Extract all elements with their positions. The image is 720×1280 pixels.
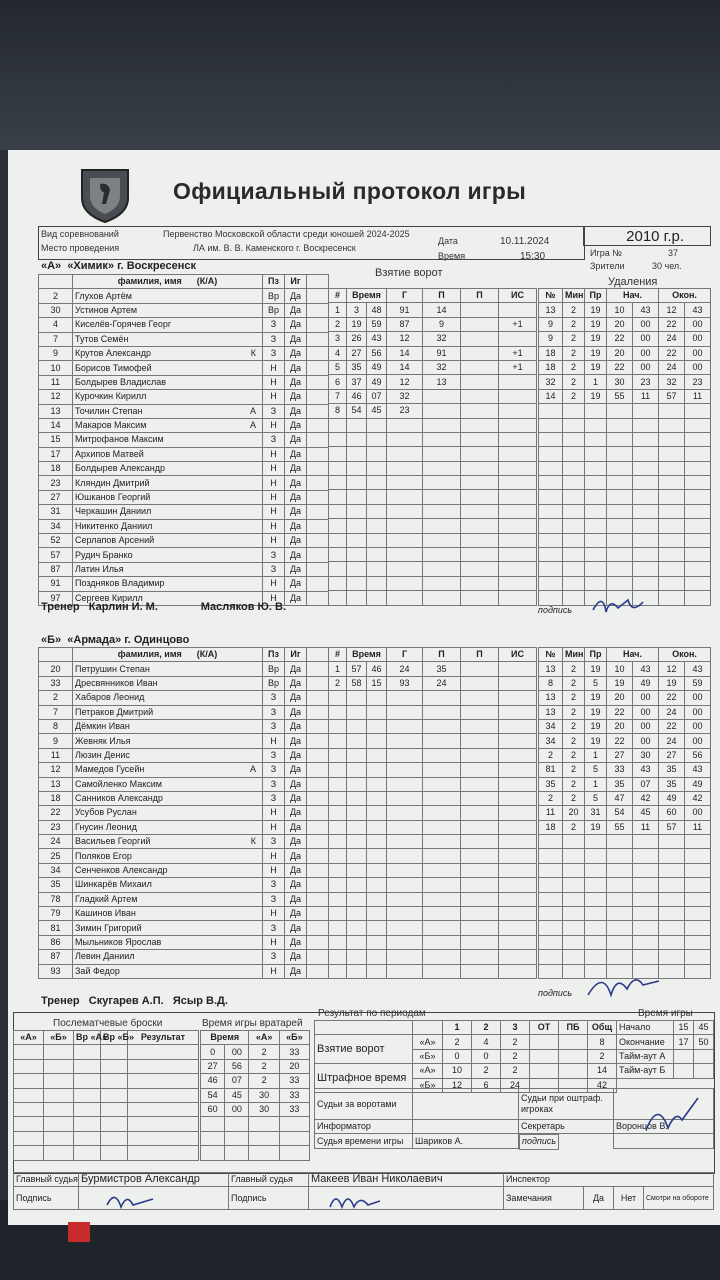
team-b-sign-label: подпись <box>538 988 573 998</box>
goal-row <box>329 964 537 978</box>
goal-row <box>329 835 537 849</box>
penalty-row <box>539 576 711 590</box>
penalty-row: 18 2 19 20 00 22 00 <box>539 346 711 360</box>
team-a-sign-label: подпись <box>538 605 573 615</box>
goal-row <box>329 447 537 461</box>
team-b-coach: Тренер Скугарев А.П. Ясыр В.Д. <box>41 995 228 1007</box>
penalty-row <box>539 533 711 547</box>
game-time-title: Время игры <box>638 1008 693 1019</box>
player-row: 9 Крутов Александр К З Да <box>39 346 329 360</box>
team-a-goals-table: # Время Г П П ИС 1 3 48 91 14 2 19 59 87 9 +1 3 26 43 12 32 4 27 56 14 91 +1 5 35 49 14 32 +1 6 37 49 12 13 7 46 07 32 8 54 45 23 <box>328 288 537 606</box>
player-row: 18 Санников Александр З Да <box>39 791 329 805</box>
player-row: 34 Сенченков Александр Н Да <box>39 863 329 877</box>
goal-row: 1 3 48 91 14 <box>329 303 537 317</box>
goal-row <box>329 576 537 590</box>
player-row: 12 Курочкин Кирилл Н Да <box>39 390 329 404</box>
player-row: 79 Кашинов Иван Н Да <box>39 907 329 921</box>
penalty-row <box>539 562 711 576</box>
date-label: Дата <box>438 236 458 246</box>
penalty-row: 9 2 19 22 00 24 00 <box>539 332 711 346</box>
goal-row <box>329 791 537 805</box>
team-b-penalties-table: № Мин Пр Нач. Окон. 13 2 19 10 43 12 43 8 2 5 19 49 19 59 13 2 19 20 00 22 00 13 2 19 22 00 24 00 34 2 19 20 00 22 00 34 2 19 22 00 24 00 2 2 1 27 30 27 56 81 2 5 33 43 35 43 35 2 1 35 07 35 49 2 2 5 47 42 49 42 11 20 31 54 45 60 00 18 2 19 55 11 57 11 <box>538 647 711 979</box>
player-row: 8 Дёмкин Иван З Да <box>39 719 329 733</box>
spectators-label: Зрители <box>590 261 625 271</box>
player-row: 7 Тутов Семён З Да <box>39 332 329 346</box>
penalty-row: 34 2 19 20 00 22 00 <box>539 719 711 733</box>
goal-row: 6 37 49 12 13 <box>329 375 537 389</box>
goal-row <box>329 519 537 533</box>
red-tab <box>68 1222 90 1242</box>
goal-row: 7 46 07 32 <box>329 389 537 403</box>
team-a-penalties-table: № Мин Пр Нач. Окон. 13 2 19 10 43 12 43 9 2 19 20 00 22 00 9 2 19 22 00 24 00 18 2 19 20 00 22 00 18 2 19 22 00 24 00 32 2 1 30 23 32 23 14 2 19 55 11 57 11 <box>538 288 711 606</box>
player-row: 87 Левин Даниил З Да <box>39 950 329 964</box>
federation-logo-icon <box>78 164 132 224</box>
team-a-name-header: фамилия, имя (К/А) <box>73 275 263 289</box>
penalty-row: 18 2 19 22 00 24 00 <box>539 360 711 374</box>
goal-row <box>329 476 537 490</box>
penalty-row: 13 2 19 10 43 12 43 <box>539 303 711 317</box>
player-row: 86 Мыльников Ярослав Н Да <box>39 935 329 949</box>
player-row: 15 Митрофанов Максим З Да <box>39 433 329 447</box>
protocol-sheet <box>8 150 720 1225</box>
team-a-coach: Тренер Карлин И. М. Масляков Ю. В. <box>41 601 286 613</box>
goal-row <box>329 591 537 605</box>
shootout-table: «А» «Б» Вр «А» Вр «Б» Результат <box>13 1030 199 1161</box>
goal-row: 4 27 56 14 91 +1 <box>329 346 537 360</box>
player-row: 11 Люзин Денис З Да <box>39 748 329 762</box>
team-a-penalties-title: Удаления <box>608 276 658 288</box>
game-time-table: Начало 15 45 Окончание 17 50 Тайм-аут А Тайм-аут Б <box>616 1020 714 1079</box>
team-a-signature-icon <box>588 590 648 620</box>
goal-row: 2 19 59 87 9 +1 <box>329 317 537 331</box>
goal-row <box>329 562 537 576</box>
penalty-row: 13 2 19 22 00 24 00 <box>539 705 711 719</box>
spectators-value: 30 чел. <box>652 261 682 271</box>
penalty-row: 18 2 19 55 11 57 11 <box>539 820 711 834</box>
player-row: 81 Зимин Григорий З Да <box>39 921 329 935</box>
time-value: 15:30 <box>520 251 546 262</box>
player-row: 78 Гладкий Артем З Да <box>39 892 329 906</box>
penalty-row <box>539 950 711 964</box>
player-row: 30 Устинов Артем Вр Да <box>39 303 329 317</box>
penalty-row: 14 2 19 55 11 57 11 <box>539 389 711 403</box>
penalty-row <box>539 432 711 446</box>
player-row: 18 Болдырев Александр Н Да <box>39 462 329 476</box>
goal-row <box>329 921 537 935</box>
birth-year: 2010 г.р. <box>583 226 711 246</box>
date-value: 10.11.2024 <box>500 236 550 247</box>
referees-table: Главный судья Бурмистров Александр Главный судья Макеев Иван Николаевич Инспектор Подпись Подпись Замечания Да Нет Смотри на обороте <box>13 1172 714 1210</box>
secretary-signature-icon <box>638 1090 708 1140</box>
goal-row <box>329 763 537 777</box>
officials-table: Судьи за воротами Судьи при оштраф. игроках Информатор Секретарь Воронцов В. Судья времени игры Шариков А. подпись <box>314 1088 714 1149</box>
penalty-row <box>539 849 711 863</box>
player-row: 91 Поздняков Владимир Н Да <box>39 577 329 591</box>
goal-row <box>329 691 537 705</box>
goal-row <box>329 806 537 820</box>
player-row: 13 Самойленко Максим З Да <box>39 777 329 791</box>
penalty-row: 2 2 1 27 30 27 56 <box>539 748 711 762</box>
goal-row <box>329 461 537 475</box>
goal-row <box>329 950 537 964</box>
player-row: 7 Петраков Дмитрий З Да <box>39 705 329 719</box>
player-row: 35 Шинкарёв Михаил З Да <box>39 878 329 892</box>
comp-label: Вид соревнований <box>41 229 119 239</box>
team-b-title: «Б» «Армада» г. Одинцово <box>41 634 190 646</box>
goal-row <box>329 548 537 562</box>
place-value: ЛА им. В. В. Каменского г. Воскресенск <box>193 243 356 253</box>
penalty-row <box>539 519 711 533</box>
penalty-row <box>539 878 711 892</box>
periods-title: Результат по периодам <box>318 1008 426 1019</box>
goal-row <box>329 734 537 748</box>
penalty-row <box>539 548 711 562</box>
player-row: 20 Петрушин Степан Вр Да <box>39 662 329 676</box>
penalty-row <box>539 835 711 849</box>
time-label: Время <box>438 251 466 261</box>
place-label: Место проведения <box>41 243 120 253</box>
player-row: 22 Усубов Руслан Н Да <box>39 806 329 820</box>
goal-row <box>329 820 537 834</box>
player-row: 52 Серлапов Арсений Н Да <box>39 534 329 548</box>
player-row: 34 Никитенко Даниил Н Да <box>39 519 329 533</box>
player-row: 97 Сергеев Кирилл Н Да <box>39 591 329 605</box>
gk-row: 0 00 2 33 <box>201 1045 310 1059</box>
goal-row <box>329 935 537 949</box>
team-b-signature-icon <box>583 965 663 1005</box>
gk-time-title: Время игры вратарей <box>202 1018 303 1029</box>
penalty-row <box>539 476 711 490</box>
player-row: 87 Латин Илья З Да <box>39 562 329 576</box>
goal-row <box>329 863 537 877</box>
player-row: 14 Макаров Максим А Н Да <box>39 418 329 432</box>
penalty-row <box>539 461 711 475</box>
penalty-row: 13 2 19 20 00 22 00 <box>539 691 711 705</box>
referee1-signature-icon <box>103 1185 163 1213</box>
gk-row: 27 56 2 20 <box>201 1059 310 1073</box>
gk-time-table: Время «А» «Б» 0 00 2 33 27 56 2 20 46 07 2 33 54 45 30 33 60 00 30 33 <box>200 1030 310 1161</box>
goal-row <box>329 878 537 892</box>
player-row: 13 Точилин Степан А З Да <box>39 404 329 418</box>
player-row: 17 Архипов Матвей Н Да <box>39 447 329 461</box>
shootout-title: Послематчевые броски <box>53 1018 163 1029</box>
game-label: Игра № <box>590 248 622 258</box>
player-row: 11 Болдырев Владислав Н Да <box>39 375 329 389</box>
goal-row <box>329 418 537 432</box>
goal-row <box>329 907 537 921</box>
goal-row <box>329 533 537 547</box>
penalty-row: 35 2 1 35 07 35 49 <box>539 777 711 791</box>
goal-row <box>329 719 537 733</box>
penalty-row <box>539 447 711 461</box>
goal-row: 1 57 46 24 35 <box>329 662 537 676</box>
gk-row: 54 45 30 33 <box>201 1088 310 1102</box>
periods-table: 1 2 3 ОТ ПБ Общ Взятие ворот «А» 2 4 2 8 «Б» 0 0 2 2 Штрафное время «А» 10 2 2 14 «Б» 12 6 24 42 <box>314 1020 617 1093</box>
penalty-row <box>539 935 711 949</box>
player-row: 25 Поляков Егор Н Да <box>39 849 329 863</box>
player-row: 9 Жевняк Илья Н Да <box>39 734 329 748</box>
comp-value: Первенство Московской области среди юношей 2024-2025 <box>163 229 410 239</box>
goal-row <box>329 892 537 906</box>
player-row: 27 Юшканов Георгий Н Да <box>39 490 329 504</box>
background-top <box>0 0 720 150</box>
goal-row <box>329 490 537 504</box>
player-row: 31 Черкашин Даниил Н Да <box>39 505 329 519</box>
penalty-row <box>539 418 711 432</box>
goal-row: 2 58 15 93 24 <box>329 676 537 690</box>
player-row: 24 Васильев Георгий К З Да <box>39 835 329 849</box>
goal-row <box>329 504 537 518</box>
goal-row: 3 26 43 12 32 <box>329 332 537 346</box>
penalty-row <box>539 892 711 906</box>
goal-row <box>329 777 537 791</box>
penalty-row <box>539 863 711 877</box>
penalty-row <box>539 490 711 504</box>
team-b-goals-table: # Время Г П П ИС 1 57 46 24 35 2 58 15 93 24 <box>328 647 537 979</box>
player-row: 57 Рудич Бранко З Да <box>39 548 329 562</box>
player-row: 93 Зай Федор Н Да <box>39 964 329 978</box>
penalty-row: 9 2 19 20 00 22 00 <box>539 317 711 331</box>
player-row: 33 Дресвянников Иван Вр Да <box>39 676 329 690</box>
team-a-title: «А» «Химик» г. Воскресенск <box>41 260 197 272</box>
goal-row <box>329 748 537 762</box>
player-row: 23 Гнусин Леонид Н Да <box>39 820 329 834</box>
goal-row <box>329 705 537 719</box>
game-value: 37 <box>668 248 679 258</box>
referee2-signature-icon <box>326 1185 386 1213</box>
penalty-row: 81 2 5 33 43 35 43 <box>539 763 711 777</box>
player-row: 2 Хабаров Леонид З Да <box>39 691 329 705</box>
goal-row: 5 35 49 14 32 +1 <box>329 360 537 374</box>
penalty-row: 13 2 19 10 43 12 43 <box>539 662 711 676</box>
team-a-ig-header: Иг <box>285 275 307 289</box>
penalty-row: 34 2 19 22 00 24 00 <box>539 734 711 748</box>
penalty-row: 8 2 5 19 49 19 59 <box>539 676 711 690</box>
penalty-row: 2 2 5 47 42 49 42 <box>539 791 711 805</box>
page-title: Официальный протокол игры <box>173 178 527 204</box>
player-row: 2 Глухов Артём Вр Да <box>39 289 329 303</box>
gk-row: 46 07 2 33 <box>201 1074 310 1088</box>
team-a-roster <box>38 274 329 606</box>
penalty-row: 11 20 31 54 45 60 00 <box>539 806 711 820</box>
penalty-row: 32 2 1 30 23 32 23 <box>539 375 711 389</box>
gk-row: 60 00 30 33 <box>201 1102 310 1116</box>
player-row: 23 Кляндин Дмитрий Н Да <box>39 476 329 490</box>
penalty-row <box>539 504 711 518</box>
team-a-goals-title: Взятие ворот <box>375 267 443 279</box>
player-row: 12 Мамедов Гусейн А З Да <box>39 763 329 777</box>
player-row: 4 Киселёв-Горячев Георг З Да <box>39 318 329 332</box>
penalty-row <box>539 907 711 921</box>
player-row: 10 Борисов Тимофей Н Да <box>39 361 329 375</box>
goal-row: 8 54 45 23 <box>329 404 537 418</box>
team-b-roster: фамилия, имя (К/А) Пз Иг 20 Петрушин Степан Вр Да 33 Дресвянников Иван Вр Да 2 Хабаров Леонид З Да 7 Петраков Дмитрий З Да 8 Дёмкин Иван З Да 9 Жевняк Илья Н Да 11 Люзин Денис З Да 12 Мамедов Гусейн А З Да 13 Самойленко Максим З Да 18 Санников Александр З Да 22 Усубов Руслан Н Да 23 Гнусин Леонид Н Да 24 Васильев Георгий К З Да 25 Поляков Егор Н Да 34 Сенченков Александр Н Да 35 Шинкарёв Михаил З Да 78 Гладкий Артем З Да 79 Кашинов Иван Н Да 81 Зимин Григорий З Да 86 Мыльников Ярослав Н Да 87 Левин Даниил З Да 93 Зай Федор Н Да <box>38 647 329 979</box>
goal-row <box>329 849 537 863</box>
goal-row <box>329 432 537 446</box>
team-a-pz-header: Пз <box>263 275 285 289</box>
penalty-row <box>539 921 711 935</box>
penalty-row <box>539 404 711 418</box>
